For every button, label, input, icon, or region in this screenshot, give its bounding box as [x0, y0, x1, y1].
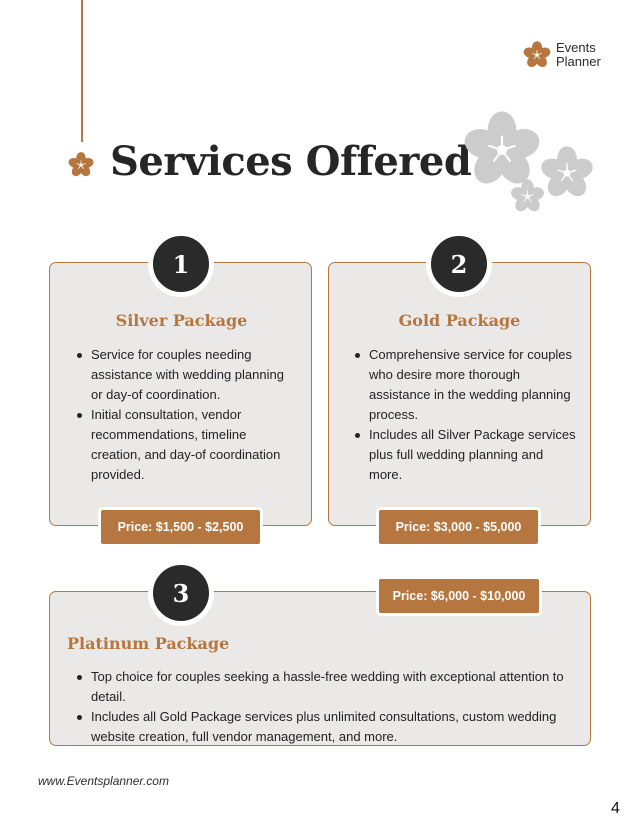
decorative-vertical-line — [81, 0, 83, 142]
package-title-gold: Gold Package — [398, 311, 521, 330]
list-item: Includes all Gold Package services plus unlimited consultations, custom wedding website creation, full vendor management, and more. — [77, 707, 582, 747]
package-title-platinum: Platinum Package — [67, 634, 230, 653]
price-tag-silver: Price: $1,500 - $2,500 — [98, 507, 263, 547]
package-number-badge: 1 — [148, 231, 214, 297]
list-item: Initial consultation, vendor recommendations, timeline creation, and day-of coordination provided. — [77, 405, 299, 485]
price-tag-platinum: Price: $6,000 - $10,000 — [376, 576, 542, 616]
brand-logo — [522, 40, 601, 70]
package-features-gold — [355, 345, 577, 485]
package-features-platinum — [77, 667, 582, 747]
list-item: Top choice for couples seeking a hassle-free wedding with exceptional attention to detail. — [77, 667, 582, 707]
package-number-badge: 3 — [148, 560, 214, 626]
flower-icon — [67, 151, 95, 179]
website-link[interactable]: www.Eventsplanner.com — [38, 774, 169, 788]
logo-line-2: Planner — [556, 54, 601, 69]
page-title: Services Offered — [110, 138, 472, 185]
price-tag-gold: Price: $3,000 - $5,000 — [376, 507, 541, 547]
logo-line-1: Events — [556, 40, 596, 55]
page-number: 4 — [611, 800, 620, 817]
logo-text — [556, 41, 601, 69]
decorative-flowers-icon — [460, 108, 600, 218]
list-item: Comprehensive service for couples who desire more thorough assistance in the wedding planning process. — [355, 345, 577, 425]
flower-icon — [522, 40, 552, 70]
package-number-badge: 2 — [426, 231, 492, 297]
list-item: Includes all Silver Package services plus full wedding planning and more. — [355, 425, 577, 485]
list-item: Service for couples needing assistance with wedding planning or day-of coordination. — [77, 345, 299, 405]
package-features-silver — [77, 345, 299, 485]
package-title-silver: Silver Package — [115, 311, 248, 330]
